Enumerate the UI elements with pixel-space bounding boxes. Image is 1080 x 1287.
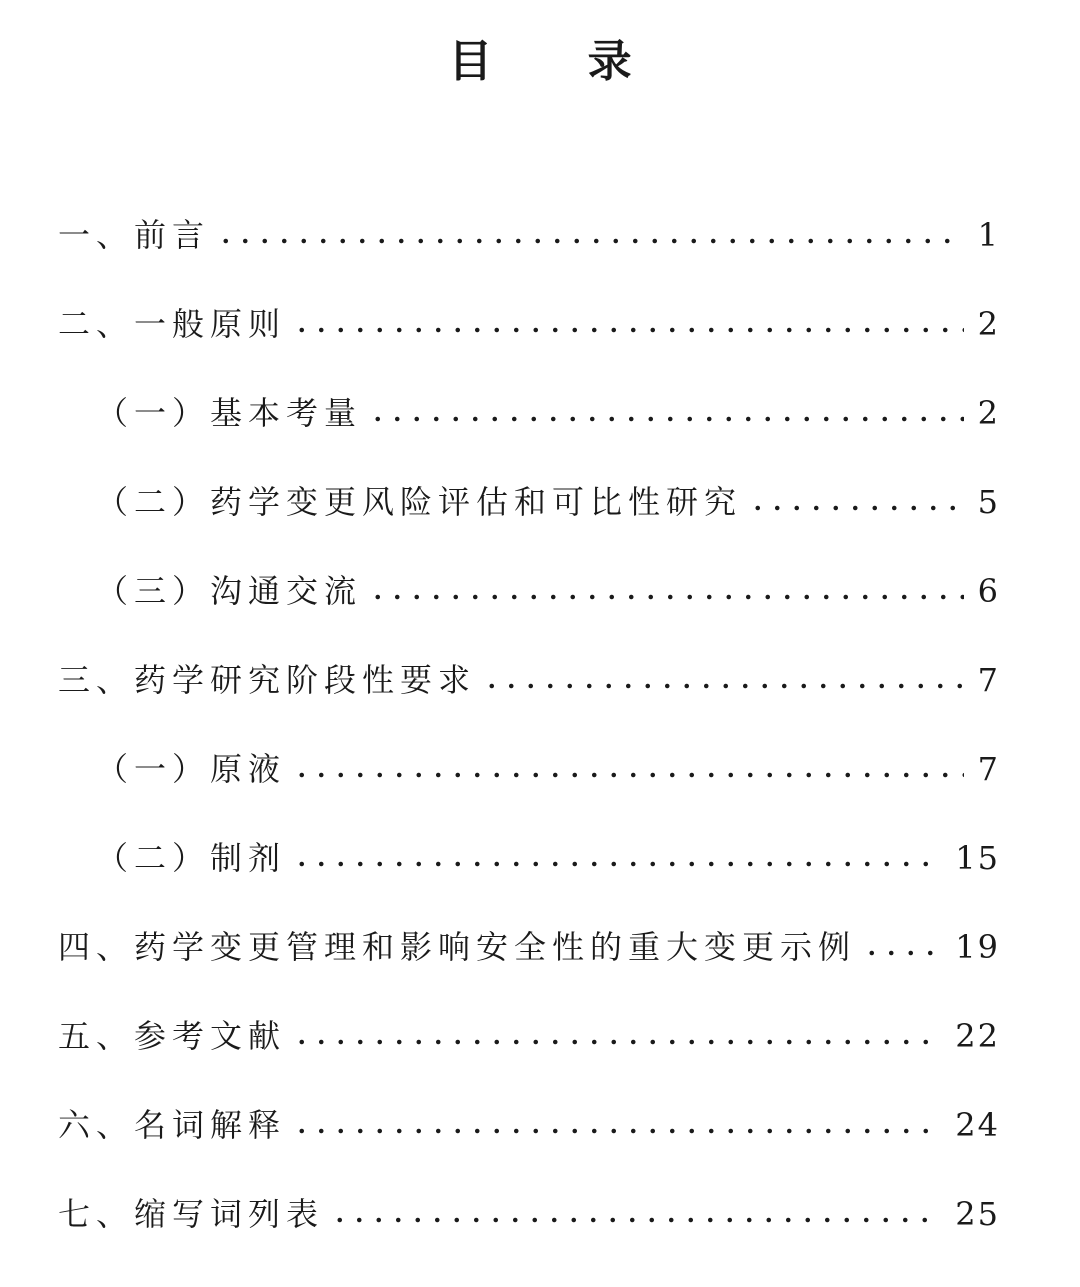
toc-entry-label: 一、前言: [58, 215, 211, 254]
toc-entry-glossary[interactable]: [58, 1080, 1000, 1169]
page-title: 目 录: [448, 36, 672, 87]
toc-page-number: 2: [977, 393, 1000, 432]
toc-entry-label: （一）原液: [96, 749, 287, 788]
toc-page-number: 19: [955, 927, 1000, 966]
dot-leader: [292, 1103, 941, 1147]
toc-entry-label: 七、缩写词列表: [58, 1194, 325, 1233]
toc-entry-basic-considerations[interactable]: [58, 368, 1000, 457]
dot-leader: [292, 302, 964, 346]
toc-entry-change-management[interactable]: [58, 902, 1000, 991]
toc-entry-abbreviations[interactable]: [58, 1169, 1000, 1258]
dot-leader: [368, 391, 964, 435]
toc-page-number: 7: [977, 749, 1000, 788]
toc-page-number: 2: [977, 304, 1000, 343]
dot-leader: [216, 213, 964, 257]
toc-entry-label: 三、药学研究阶段性要求: [58, 660, 477, 699]
dot-leader: [482, 658, 964, 702]
toc-entry-label: （一）基本考量: [96, 393, 363, 432]
dot-leader: [292, 747, 964, 791]
toc-entry-label: （二）药学变更风险评估和可比性研究: [96, 482, 743, 521]
toc-entry-label: 四、药学变更管理和影响安全性的重大变更示例: [58, 927, 857, 966]
table-of-contents: [58, 190, 1000, 1258]
toc-page-number: 22: [955, 1016, 1000, 1055]
toc-entry-drug-product[interactable]: [58, 813, 1000, 902]
toc-page-number: 25: [955, 1194, 1000, 1233]
toc-page-number: 7: [977, 660, 1000, 699]
toc-entry-label: 五、参考文献: [58, 1016, 287, 1055]
toc-entry-label: （三）沟通交流: [96, 571, 363, 610]
toc-page-number: 6: [977, 571, 1000, 610]
toc-page-number: 5: [977, 482, 1000, 521]
toc-entry-drug-substance[interactable]: [58, 724, 1000, 813]
toc-entry-references[interactable]: [58, 991, 1000, 1080]
dot-leader: [862, 925, 941, 969]
toc-page-number: 24: [955, 1105, 1000, 1144]
toc-entry-general-principles[interactable]: [58, 279, 1000, 368]
dot-leader: [292, 836, 941, 880]
toc-entry-label: （二）制剂: [96, 838, 287, 877]
toc-page-number: 1: [977, 215, 1000, 254]
toc-entry-label: 二、一般原则: [58, 304, 287, 343]
toc-entry-preface[interactable]: [58, 190, 1000, 279]
dot-leader: [748, 480, 964, 524]
dot-leader: [368, 569, 964, 613]
toc-entry-label: 六、名词解释: [58, 1105, 287, 1144]
toc-entry-communication[interactable]: [58, 546, 1000, 635]
toc-entry-phase-requirements[interactable]: [58, 635, 1000, 724]
toc-entry-risk-assessment[interactable]: [58, 457, 1000, 546]
dot-leader: [330, 1192, 941, 1236]
toc-page-number: 15: [955, 838, 1000, 877]
dot-leader: [292, 1014, 941, 1058]
